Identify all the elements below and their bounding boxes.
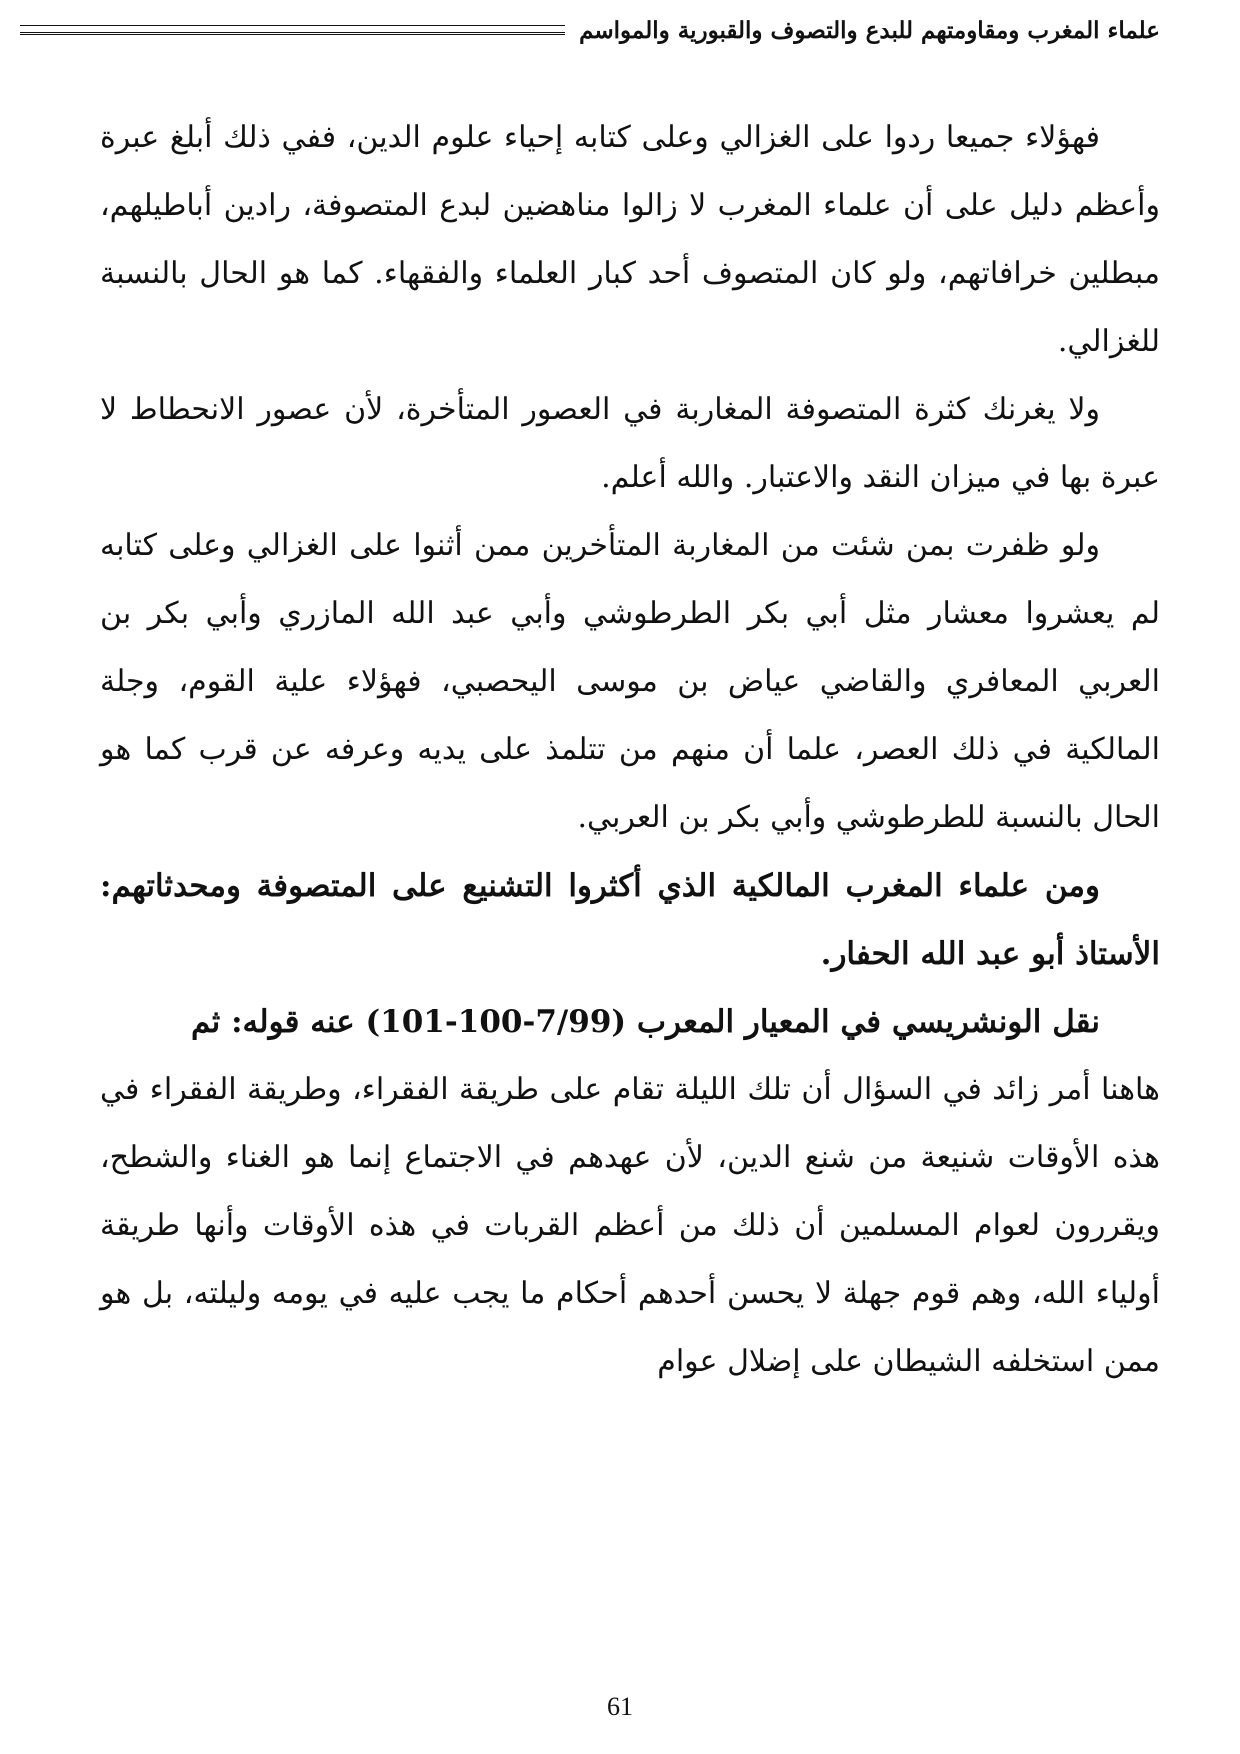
paragraph-quotation: هاهنا أمر زائد في السؤال أن تلك الليلة تقام على طريقة الفقراء، وطريقة الفقراء في هذه الأوقات شنيعة من شنع الدين، لأن عهدهم في الاجتماع إنما هو الغناء والشطح، ويقررون لعوام المسلمين أن ذلك من أعظم القربات في هذه الأوقات وأنها طريقة أولياء الله، وهم قوم جهلة لا يحسن أحدهم أحكام ما يجب عليه في يومه وليلته، بل هو ممن استخلفه الشيطان على إضلال عوام: [100, 1072, 1160, 1379]
paragraph-maliki-scholars: ولو ظفرت بمن شئت من المغاربة المتأخرين ممن أثنوا على الغزالي وعلى كتابه لم يعشروا معشار مثل أبي بكر الطرطوشي وأبي عبد الله المازري وأبي بكر بن العربي المعافري والقاضي عياض بن موسى اليحصبي، فهؤلاء علية القوم، وجلة المالكية في ذلك العصر، علما أن منهم من تتلمذ على يديه وعرفه عن قرب كما هو الحال بالنسبة للطرطوشي وأبي بكر بن العربي.: [100, 528, 1160, 835]
running-header: [20, 8, 1160, 52]
running-header-title: علماء المغرب ومقاومتهم للبدع والتصوف والقبورية والمواسم: [579, 16, 1160, 44]
page-number: 61: [607, 1692, 633, 1721]
header-rule: [20, 25, 565, 35]
paragraph-section-heading: ومن علماء المغرب المالكية الذي أكثروا التشنيع على المتصوفة ومحدثاتهم: الأستاذ أبو عبد الله الحفار.: [100, 868, 1160, 972]
paragraph-ghazali-rebuttals: فهؤلاء جميعا ردوا على الغزالي وعلى كتابه إحياء علوم الدين، ففي ذلك أبلغ عبرة وأعظم دليل على أن علماء المغرب لا زالوا مناهضين لبدع المتصوفة، رادين أباطيلهم، مبطلين خرافاتهم، ولو كان المتصوف أحد كبار العلماء والفقهاء. كما هو الحال بالنسبة للغزالي.: [100, 120, 1160, 359]
paragraph-citation: نقل الونشريسي في المعيار المعرب (7/99-100-101) عنه قوله: ثم: [191, 1004, 1100, 1040]
body-text: [100, 104, 1160, 1396]
paragraph-later-ages: ولا يغرنك كثرة المتصوفة المغاربة في العصور المتأخرة، لأن عصور الانحطاط لا عبرة بها في ميزان النقد والاعتبار. والله أعلم.: [100, 392, 1160, 495]
